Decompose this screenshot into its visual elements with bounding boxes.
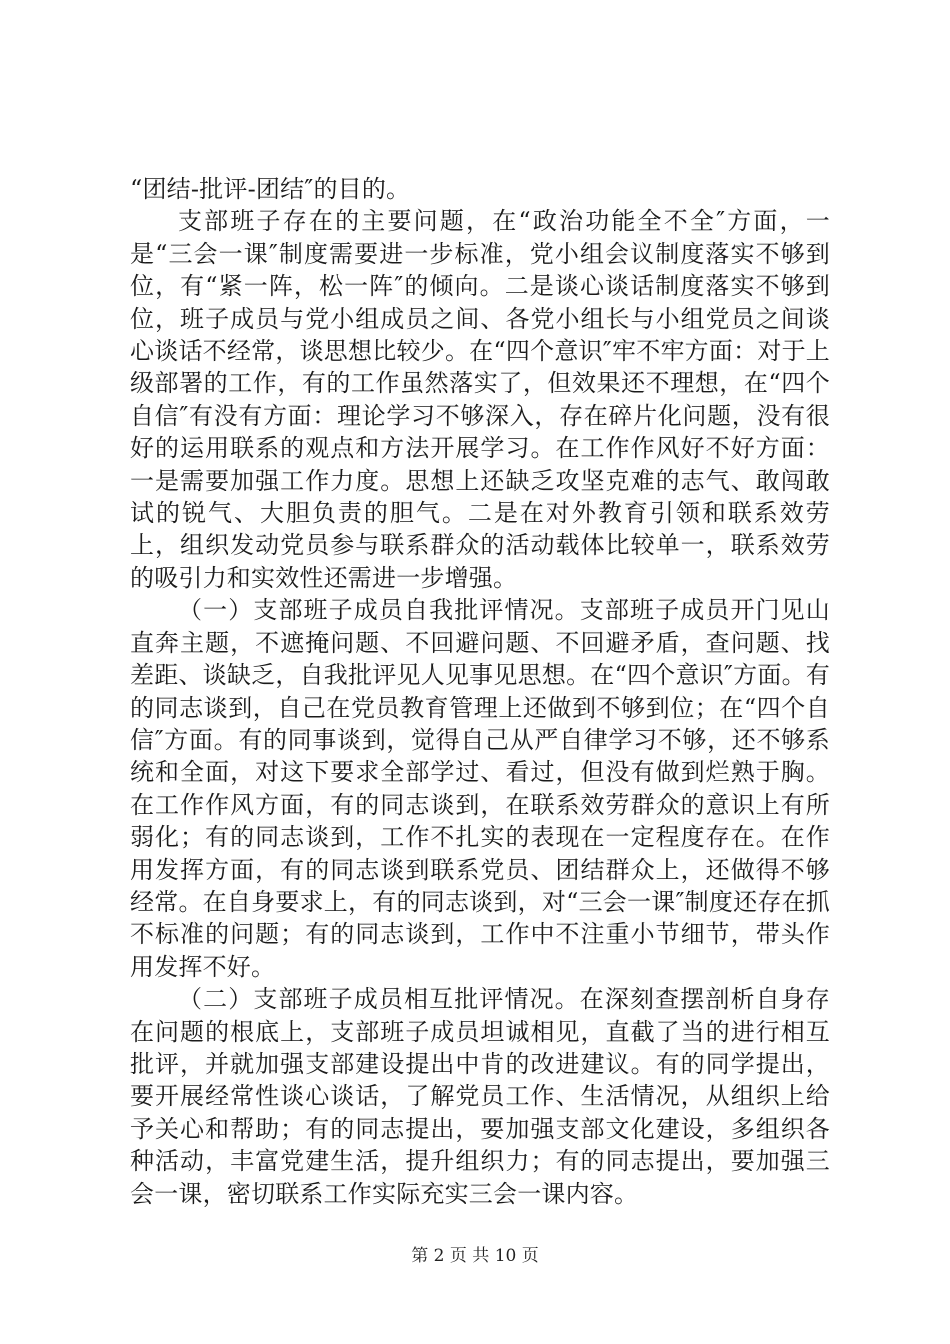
- paragraph-main-problems: 支部班子存在的主要问题，在“政治功能全不全″方面，一是“三会一课″制度需要进一步标准，党小组会议制度落实不够到位，有“紧一阵，松一阵″的倾向。二是谈心谈话制度落实不够到位，班子成员与党小组成员之间、各党小组长与小组党员之间谈心谈话不经常，谈思想比较少。在“四个意识″牢不牢方面：对于上级部署的工作，有的工作虽然落实了，但效果还不理想，在“四个自信″有没有方面：理论学习不够深入，存在碎片化问题，没有很好的运用联系的观点和方法开展学习。在工作作风好不好方面：一是需要加强工作力度。思想上还缺乏攻坚克难的志气、敢闯敢试的锐气、大胆负责的胆气。二是在对外教育引领和联系效劳上，组织发动党员参与联系群众的活动载体比较单一，联系效劳的吸引力和实效性还需进一步增强。: [130, 207, 830, 592]
- paragraph-mutual-criticism: （二）支部班子成员相互批评情况。在深刻查摆剖析自身存在问题的根底上，支部班子成员坦诚相见，直截了当的进行相互批评，并就加强支部建设提出中肯的改进建议。有的同学提出，要开展经常性谈心谈话，了解党员工作、生活情况，从组织上给予关心和帮助；有的同志提出，要加强支部文化建设，多组织各种活动，丰富党建生活，提升组织力；有的同志提出，要加强三会一课，密切联系工作实际充实三会一课内容。: [130, 985, 830, 1208]
- paragraph-self-criticism: （一）支部班子成员自我批评情况。支部班子成员开门见山直奔主题，不遮掩问题、不回避问题、不回避矛盾，查问题、找差距、谈缺乏，自我批评见人见事见思想。在“四个意识″方面。有的同志谈到，自己在党员教育管理上还做到不够到位；在“四个自信″方面。有的同事谈到，觉得自己从严自律学习不够，还不够系统和全面，对这下要求全部学过、看过，但没有做到烂熟于胸。在工作作风方面，有的同志谈到，在联系效劳群众的意识上有所弱化；有的同志谈到，工作不扎实的表现在一定程度存在。在作用发挥方面，有的同志谈到联系党员、团结群众上，还做得不够经常。在自身要求上，有的同志谈到，对“三会一课″制度还存在抓不标准的问题；有的同志谈到，工作中不注重小节细节，带头作用发挥不好。: [130, 596, 830, 981]
- page-number-footer: 第 2 页 共 10 页: [411, 1246, 539, 1266]
- paragraph-continuation: “团结-批评-团结″的目的。: [130, 175, 411, 203]
- document-body: [130, 173, 830, 1210]
